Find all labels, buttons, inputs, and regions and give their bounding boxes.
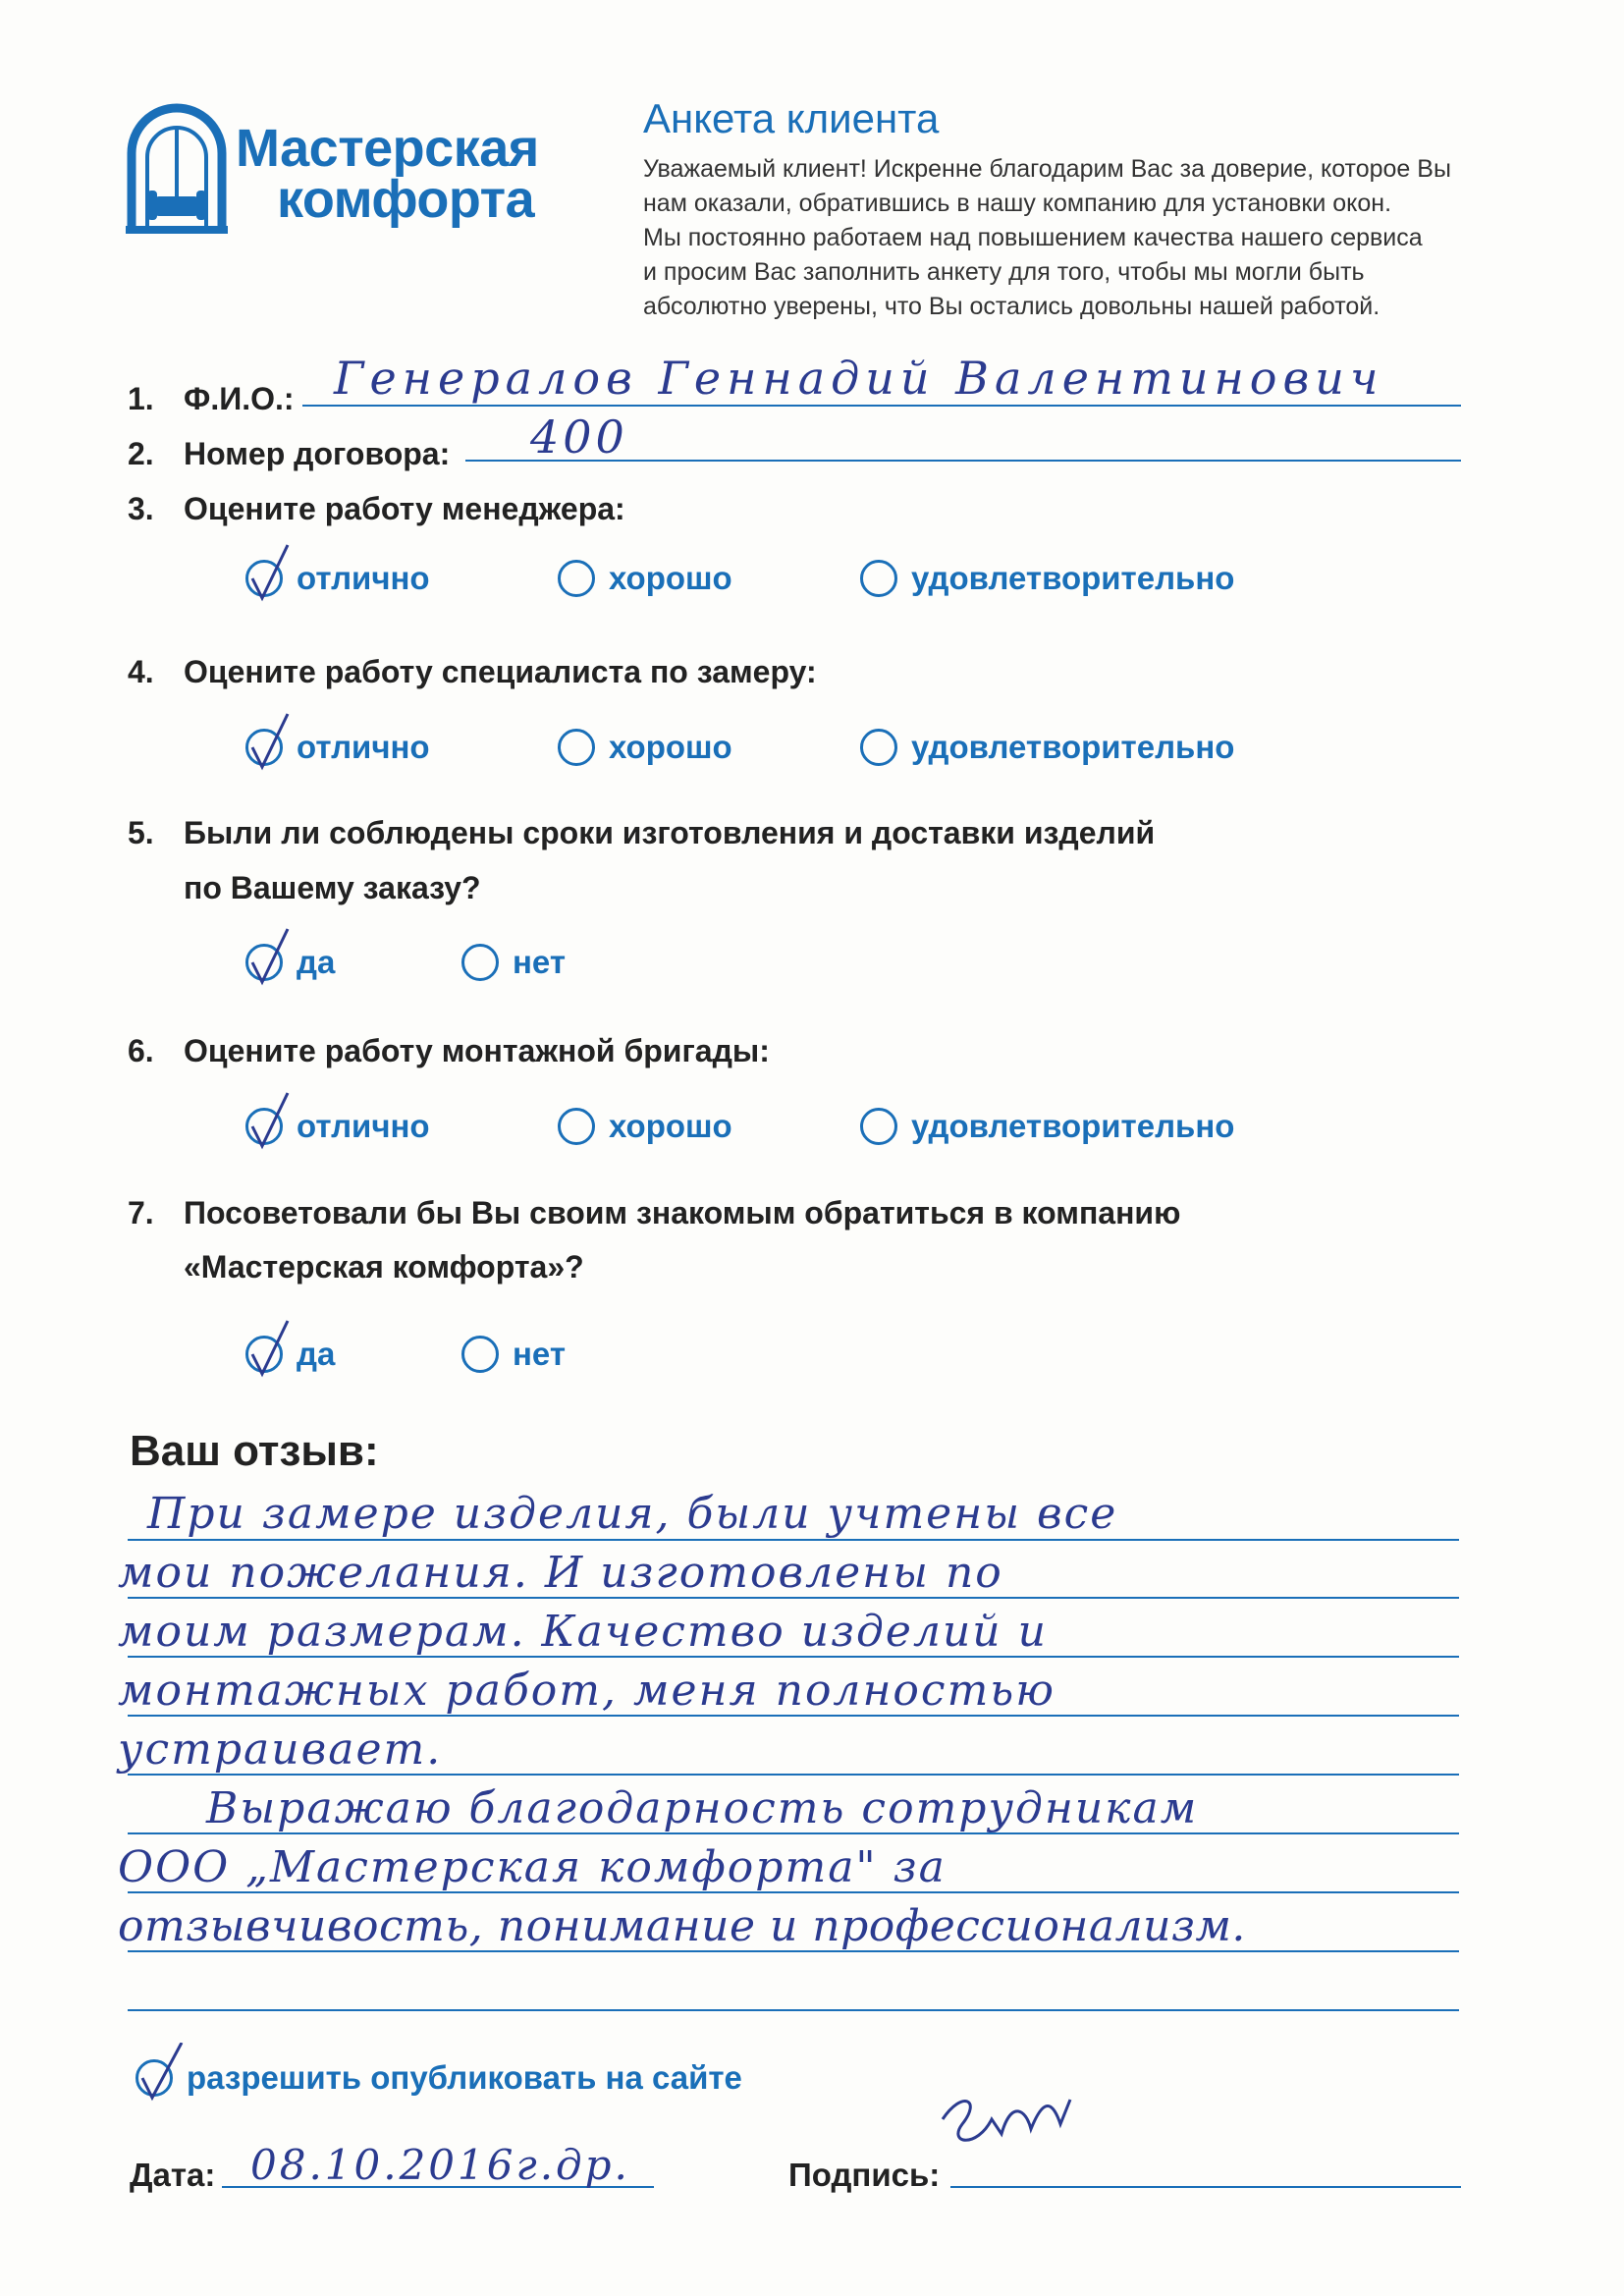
q6-option-excellent[interactable] xyxy=(245,1108,430,1145)
question-number: 1. xyxy=(128,381,154,416)
question-label-cont: «Мастерская комфорта»? xyxy=(184,1249,584,1285)
fio-field[interactable]: Генералов Геннадий Валентинович xyxy=(334,352,1384,405)
date-field[interactable]: 08.10.2016г.др. xyxy=(250,2141,630,2189)
option-label: отлично xyxy=(297,729,430,765)
review-text-line: мои пожелания. И изготовлены по xyxy=(118,1548,1003,1598)
publish-label: разрешить опубликовать на сайте xyxy=(187,2059,742,2096)
review-text-line: При замере изделия, были учтены все xyxy=(147,1489,1118,1539)
radio-icon xyxy=(860,560,897,597)
option-label: удовлетворительно xyxy=(911,729,1235,765)
intro-line: абсолютно уверены, что Вы остались довольны нашей работой. xyxy=(643,293,1380,320)
review-text-line: ООО „Мастерская комфорта" за xyxy=(118,1842,947,1892)
review-ruled-line xyxy=(128,1539,1459,1541)
review-text-line: монтажных работ, меня полностью xyxy=(118,1666,1056,1716)
review-text-line: Выражаю благодарность сотрудникам xyxy=(206,1783,1199,1833)
q5-option-yes[interactable] xyxy=(245,944,335,981)
signature-label: Подпись: xyxy=(788,2157,941,2193)
option-label: отлично xyxy=(297,1108,430,1144)
q6-option-satisfactory[interactable] xyxy=(860,1108,1234,1145)
signature-field[interactable] xyxy=(933,2080,1110,2193)
radio-icon xyxy=(558,1108,595,1145)
q4-option-satisfactory[interactable] xyxy=(860,729,1234,766)
option-label: да xyxy=(297,1336,336,1372)
q7-option-no[interactable] xyxy=(461,1336,566,1373)
q3-option-good[interactable] xyxy=(558,560,732,597)
question-number: 6. xyxy=(128,1033,154,1068)
question-label: Были ли соблюдены сроки изготовления и доставки изделий xyxy=(184,815,1156,850)
radio-checked-icon xyxy=(245,1108,283,1145)
question-number: 4. xyxy=(128,654,154,689)
fio-label: Ф.И.О.: xyxy=(184,381,295,416)
option-label: удовлетворительно xyxy=(911,1108,1235,1144)
q4-option-good[interactable] xyxy=(558,729,732,766)
question-number: 3. xyxy=(128,491,154,526)
review-text-line: отзывчивость, понимание и профессионализм. xyxy=(118,1901,1246,1951)
q4-option-excellent[interactable] xyxy=(245,729,430,766)
option-label: хорошо xyxy=(609,729,732,765)
logo-text-line1: Мастерская xyxy=(236,119,539,178)
option-label: хорошо xyxy=(609,1108,732,1144)
radio-icon xyxy=(558,560,595,597)
radio-icon xyxy=(461,1336,499,1373)
question-number: 7. xyxy=(128,1195,154,1230)
intro-line: Уважаемый клиент! Искренне благодарим Вас за доверие, которое Вы xyxy=(643,155,1451,183)
option-label: хорошо xyxy=(609,560,732,596)
radio-checked-icon xyxy=(245,944,283,981)
radio-icon xyxy=(860,1108,897,1145)
review-text-line: моим размерам. Качество изделий и xyxy=(118,1607,1048,1657)
q5-option-no[interactable] xyxy=(461,944,566,981)
intro-line: Мы постоянно работаем над повышением качества нашего сервиса xyxy=(643,224,1423,251)
q6-option-good[interactable] xyxy=(558,1108,732,1145)
form-title: Анкета клиента xyxy=(643,95,940,141)
date-label: Дата: xyxy=(130,2157,216,2193)
question-label-cont: по Вашему заказу? xyxy=(184,870,481,905)
q7-option-yes[interactable] xyxy=(245,1336,335,1373)
contract-number-field[interactable]: 400 xyxy=(530,410,628,464)
radio-checked-icon xyxy=(245,560,283,597)
signature-scribble-icon xyxy=(933,2080,1110,2188)
review-title: Ваш отзыв: xyxy=(130,1427,379,1475)
intro-line: нам оказали, обратившись в нашу компанию для установки окон. xyxy=(643,190,1392,217)
review-ruled-line xyxy=(128,2009,1459,2011)
radio-icon xyxy=(461,944,499,981)
option-label: отлично xyxy=(297,560,430,596)
q3-option-satisfactory[interactable] xyxy=(860,560,1234,597)
option-label: нет xyxy=(513,944,567,980)
radio-icon xyxy=(558,729,595,766)
radio-checked-icon xyxy=(245,729,283,766)
publish-checkbox[interactable] xyxy=(135,2059,742,2097)
radio-checked-icon xyxy=(245,1336,283,1373)
question-number: 5. xyxy=(128,815,154,850)
option-label: удовлетворительно xyxy=(911,560,1235,596)
logo-text-line2: комфорта xyxy=(277,170,535,229)
question-label: Оцените работу монтажной бригады: xyxy=(184,1033,770,1068)
review-text-line: устраивает. xyxy=(118,1724,443,1775)
question-label: Оцените работу менеджера: xyxy=(184,491,625,526)
question-number: 2. xyxy=(128,436,154,471)
question-label: Оцените работу специалиста по замеру: xyxy=(184,654,817,689)
radio-checked-icon xyxy=(135,2059,173,2097)
logo-window-icon xyxy=(126,102,228,239)
option-label: да xyxy=(297,944,336,980)
option-label: нет xyxy=(513,1336,567,1372)
fio-underline xyxy=(302,405,1461,407)
contract-number-label: Номер договора: xyxy=(184,436,451,471)
intro-line: и просим Вас заполнить анкету для того, чтобы мы могли быть xyxy=(643,258,1365,286)
question-label: Посоветовали бы Вы своим знакомым обратиться в компанию xyxy=(184,1195,1181,1230)
q3-option-excellent[interactable] xyxy=(245,560,430,597)
radio-icon xyxy=(860,729,897,766)
